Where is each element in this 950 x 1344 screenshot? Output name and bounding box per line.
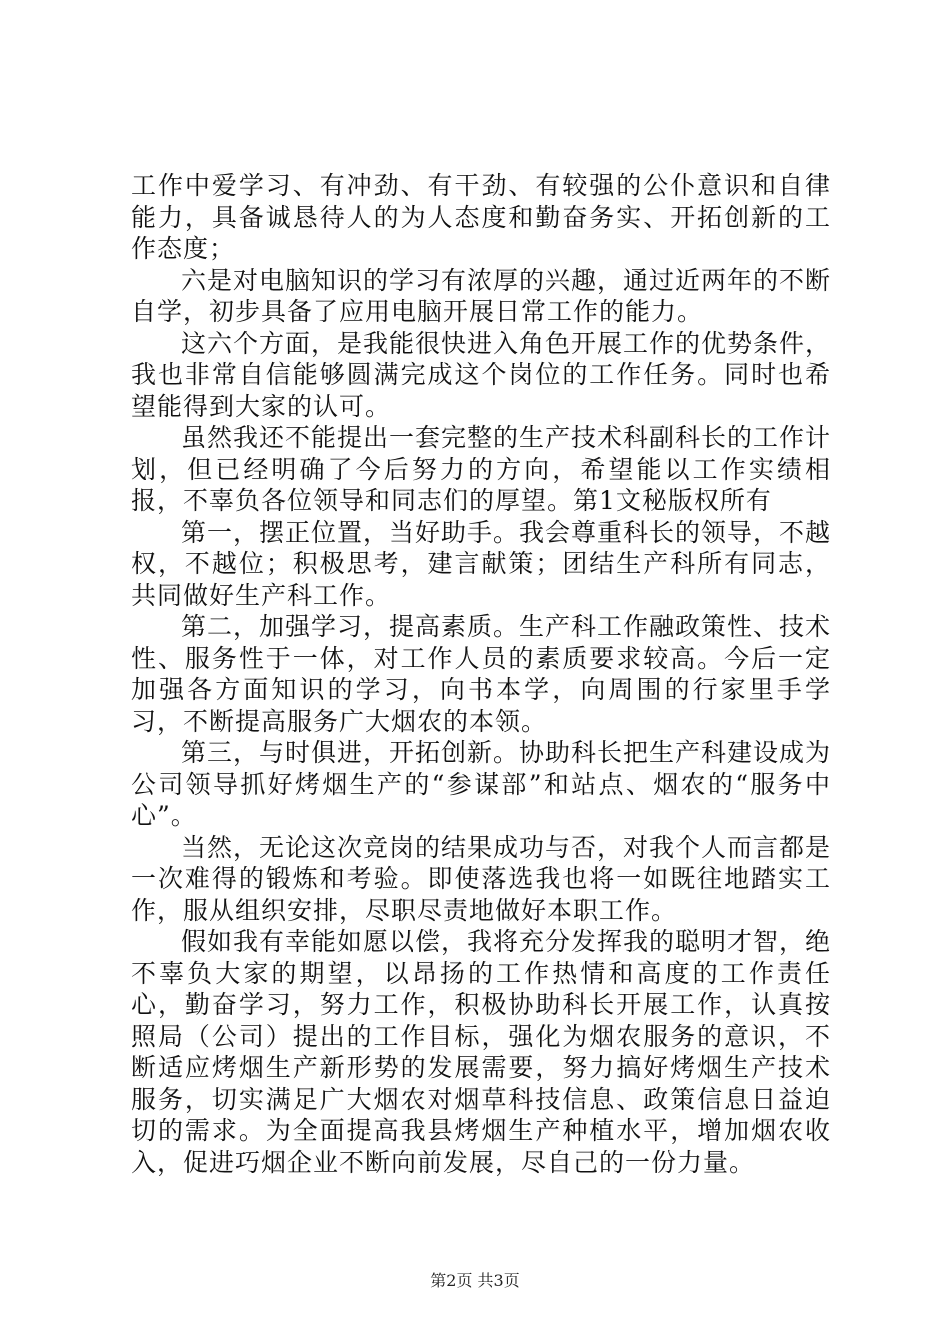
paragraph-closing: 假如我有幸能如愿以偿，我将充分发挥我的聪明才智，绝不辜负大家的期望，以昂扬的工作热情和高度的工作责任心，勤奋学习，努力工作，积极协助科长开展工作，认真按照局（公司）提出的工作目标，强化为烟农服务的意识，不断适应烤烟生产新形势的发展需要，努力搞好烤烟生产技术服务，切实满足广大烟农对烟草科技信息、政策信息日益迫切的需求。为全面提高我县烤烟生产种植水平，增加烟农收入，促进巧烟企业不断向前发展，尽自己的一份力量。 — [131, 927, 832, 1177]
page-footer: 第2页 共3页 — [430, 1271, 520, 1290]
paragraph-second-point: 第二，加强学习，提高素质。生产科工作融政策性、技术性、服务性于一体，对工作人员的素质要求较高。今后一定加强各方面知识的学习，向书本学，向周围的行家里手学习，不断提高服务广大烟农的本领。 — [131, 612, 832, 736]
paragraph-work-plan: 虽然我还不能提出一套完整的生产技术科副科长的工作计划，但已经明确了今后努力的方向，希望能以工作实绩相报，不辜负各位领导和同志们的厚望。第1文秘版权所有 — [131, 423, 832, 515]
paragraph-computer-skills: 六是对电脑知识的学习有浓厚的兴趣，通过近两年的不断自学，初步具备了应用电脑开展日常工作的能力。 — [131, 265, 832, 326]
paragraph-first-point: 第一，摆正位置，当好助手。我会尊重科长的领导，不越权，不越位；积极思考，建言献策；团结生产科所有同志，共同做好生产科工作。 — [131, 517, 832, 610]
paragraph-outcome: 当然，无论这次竞岗的结果成功与否，对我个人而言都是一次难得的锻炼和考验。即使落选我也将一如既往地踏实工作，服从组织安排，尽职尽责地做好本职工作。 — [131, 832, 832, 925]
paragraph-six-aspects: 这六个方面，是我能很快进入角色开展工作的优势条件，我也非常自信能够圆满完成这个岗位的工作任务。同时也希望能得到大家的认可。 — [131, 328, 832, 421]
paragraph-third-point: 第三，与时俱进，开拓创新。协助科长把生产科建设成为公司领导抓好烤烟生产的“参谋部”和站点、烟农的“服务中心”。 — [131, 738, 832, 830]
document-body — [131, 170, 831, 1178]
paragraph-continuation: 工作中爱学习、有冲劲、有干劲、有较强的公仆意识和自律能力，具备诚恳待人的为人态度和勤奋务实、开拓创新的工作态度； — [131, 171, 831, 263]
